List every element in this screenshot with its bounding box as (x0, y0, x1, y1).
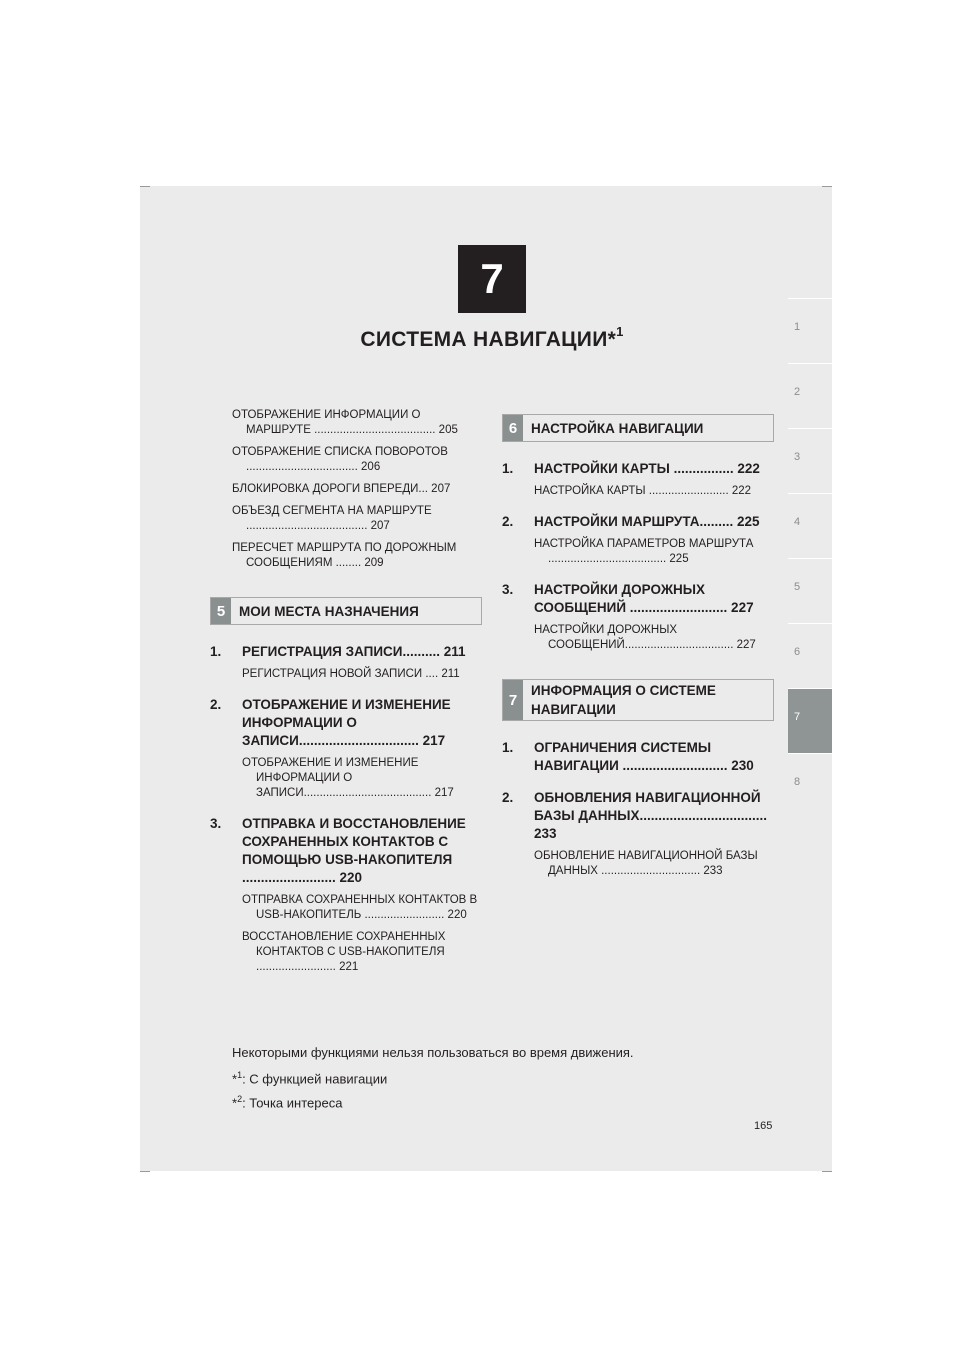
footnote-2 (232, 1094, 342, 1110)
item-title: ОБНОВЛЕНИЯ НАВИГАЦИОННОЙ БАЗЫ ДАННЫХ.................................. 233 (534, 790, 767, 841)
section-header-6 (502, 414, 774, 442)
toc-subentry[interactable]: ОТОБРАЖЕНИЕ ИНФОРМАЦИИ О МАРШРУТЕ ...................................... 205 (232, 409, 458, 436)
item-number: 3. (502, 582, 514, 597)
toc-subentry[interactable]: НАСТРОЙКА КАРТЫ ......................... 222 (534, 485, 752, 497)
toc-subentry[interactable]: ОБНОВЛЕНИЕ НАВИГАЦИОННОЙ БАЗЫ ДАННЫХ ............................... 233 (534, 850, 758, 877)
item-number: 1. (210, 644, 222, 659)
section-badge: 5 (211, 598, 231, 624)
toc-subentry[interactable]: ПЕРЕСЧЕТ МАРШРУТА ПО ДОРОЖНЫМ СООБЩЕНИЯМ ........ 209 (232, 542, 457, 569)
tab-label: 4 (794, 516, 801, 528)
item-title: ОГРАНИЧЕНИЯ СИСТЕМЫ НАВИГАЦИИ ............................ 230 (534, 740, 754, 773)
tab-label: 2 (794, 386, 801, 398)
toc-subentry[interactable]: ОТОБРАЖЕНИЕ И ИЗМЕНЕНИЕ ИНФОРМАЦИИ О ЗАПИСИ........................................ 217 (242, 757, 454, 799)
item-title: ОТПРАВКА И ВОССТАНОВЛЕНИЕ СОХРАНЕННЫХ КОНТАКТОВ С ПОМОЩЬЮ USB-НАКОПИТЕЛЯ ......................... 220 (242, 816, 466, 885)
toc-subentry[interactable]: РЕГИСТРАЦИЯ НОВОЙ ЗАПИСИ .... 211 (242, 668, 460, 680)
tab-label: 8 (794, 776, 801, 788)
toc-subentry[interactable]: ОБЪЕЗД СЕГМЕНТА НА МАРШРУТЕ ...................................... 207 (232, 505, 432, 532)
tab-label: 6 (794, 646, 801, 658)
footnote-mark: * (232, 1095, 238, 1111)
crop-mark (822, 1171, 832, 1172)
footnote-1 (232, 1070, 387, 1086)
section-badge: 7 (503, 680, 523, 720)
page-number: 165 (754, 1120, 773, 1132)
item-number: 1. (502, 461, 514, 476)
footnote-number: 2 (237, 1094, 243, 1104)
right-column (502, 414, 774, 886)
item-number: 3. (210, 816, 222, 831)
item-number: 2. (502, 790, 514, 805)
crop-mark (822, 186, 832, 187)
footnote-text: : Точка интереса (242, 1095, 343, 1111)
footnote-text: : С функцией навигации (242, 1071, 388, 1087)
chapter-title-footnote-mark: 1 (616, 324, 624, 339)
section-header-5 (210, 597, 482, 625)
toc-item[interactable] (502, 739, 774, 775)
crop-mark (140, 1171, 150, 1172)
chapter-tab-6[interactable] (788, 623, 832, 688)
driving-restriction-note: Некоторыми функциями нельзя пользоваться во время движения. (232, 1045, 634, 1060)
section-title: ИНФОРМАЦИЯ О СИСТЕМЕ НАВИГАЦИИ (531, 683, 716, 717)
tab-label: 5 (794, 581, 801, 593)
toc-item[interactable] (502, 789, 774, 843)
chapter-tab-5[interactable] (788, 558, 832, 623)
toc-subentry[interactable]: НАСТРОЙКИ ДОРОЖНЫХ СООБЩЕНИЙ.................................. 227 (534, 624, 756, 651)
item-number: 1. (502, 740, 514, 755)
chapter-tab-8[interactable] (788, 753, 832, 818)
item-title: НАСТРОЙКИ МАРШРУТА......... 225 (534, 514, 760, 529)
toc-item[interactable] (210, 643, 482, 661)
section-title: НАСТРОЙКА НАВИГАЦИИ (531, 420, 704, 436)
crop-mark (140, 186, 150, 187)
item-title: РЕГИСТРАЦИЯ ЗАПИСИ.......... 211 (242, 644, 466, 659)
chapter-tab-1[interactable] (788, 298, 832, 363)
chapter-title (300, 326, 684, 352)
toc-item[interactable] (502, 513, 774, 531)
tab-label: 1 (794, 321, 801, 333)
item-number: 2. (210, 697, 222, 712)
tab-label: 3 (794, 451, 801, 463)
chapter-title-text: СИСТЕМА НАВИГАЦИИ* (360, 328, 617, 351)
toc-subentry[interactable]: ОТОБРАЖЕНИЕ СПИСКА ПОВОРОТОВ ................................... 206 (232, 446, 448, 473)
chapter-tab-7[interactable] (788, 688, 832, 753)
chapter-tab-2[interactable] (788, 363, 832, 428)
toc-subentry[interactable]: ОТПРАВКА СОХРАНЕННЫХ КОНТАКТОВ В USB-НАКОПИТЕЛЬ ......................... 220 (242, 894, 478, 921)
item-number: 2. (502, 514, 514, 529)
chapter-tab-4[interactable] (788, 493, 832, 558)
chapter-number-box (458, 245, 526, 313)
toc-subentry[interactable]: БЛОКИРОВКА ДОРОГИ ВПЕРЕДИ... 207 (232, 483, 451, 495)
toc-item[interactable] (210, 815, 482, 887)
section-header-7 (502, 679, 774, 721)
chapter-number: 7 (480, 255, 504, 302)
item-title: НАСТРОЙКИ КАРТЫ ................ 222 (534, 461, 760, 476)
left-column (210, 408, 482, 982)
toc-item[interactable] (502, 581, 774, 617)
section-badge: 6 (503, 415, 523, 441)
item-title: ОТОБРАЖЕНИЕ И ИЗМЕНЕНИЕ ИНФОРМАЦИИ О ЗАПИСИ................................ 217 (242, 697, 451, 748)
chapter-tabs (788, 298, 832, 818)
toc-subentry[interactable]: НАСТРОЙКА ПАРАМЕТРОВ МАРШРУТА ..................................... 225 (534, 538, 754, 565)
tab-label: 7 (794, 711, 801, 723)
toc-subentry[interactable]: ВОССТАНОВЛЕНИЕ СОХРАНЕННЫХ КОНТАКТОВ С USB-НАКОПИТЕЛЯ ......................... 221 (242, 931, 446, 973)
chapter-tab-3[interactable] (788, 428, 832, 493)
item-title: НАСТРОЙКИ ДОРОЖНЫХ СООБЩЕНИЙ .......................... 227 (534, 582, 754, 615)
toc-item[interactable] (210, 696, 482, 750)
toc-item[interactable] (502, 460, 774, 478)
footnote-number: 1 (237, 1070, 243, 1080)
section-title: МОИ МЕСТА НАЗНАЧЕНИЯ (239, 603, 419, 619)
footnote-mark: * (232, 1071, 238, 1087)
